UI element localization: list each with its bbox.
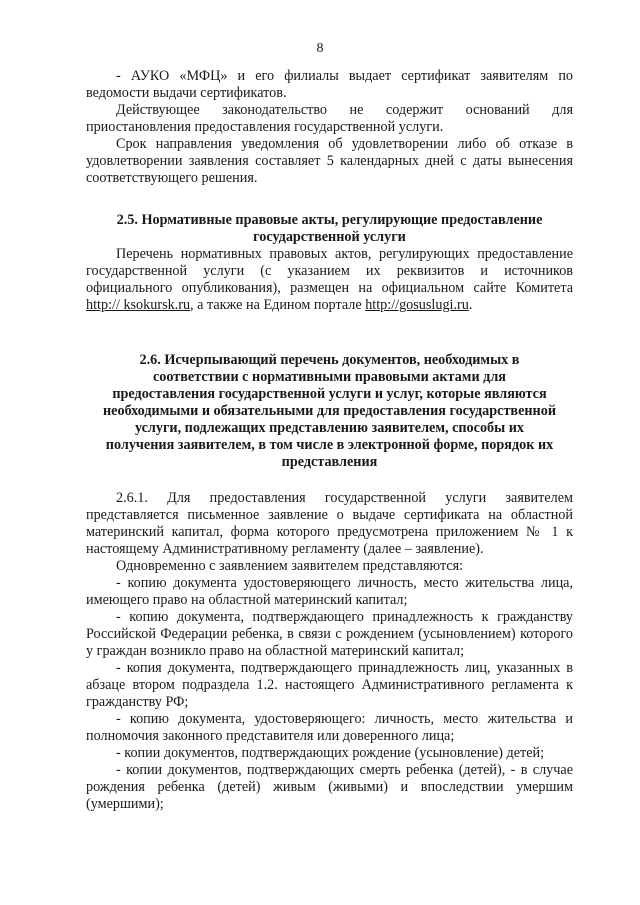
paragraph-documents-intro: Одновременно с заявлением заявителем представляются:: [116, 558, 464, 574]
list-item: - копии документов, подтверждающих смерть ребенка (детей), - в случае рождения ребенка (детей) живым (живыми) и впоследствии умершим (умершими);: [86, 762, 573, 812]
section-2-6: [86, 352, 573, 813]
list-item: - копию документа, подтверждающего принадлежность к гражданству Российской Федерации ребенка, в связи с рождением (усыновлением) которого у граждан возникло право на областной материнский капитал;: [86, 609, 573, 659]
section-2-6-heading: 2.6. Исчерпывающий перечень документов, необходимых в соответствии с нормативными правовыми актами для предоставления государственной услуги и услуг, которые являются необходимыми и обязательными для предоставления государственной услуги, подлежащих представлению заявителем, способы их получения заявителем, в том числе в электронной форме, порядок их представления: [103, 352, 556, 470]
section-2-5-paragraph: [86, 246, 573, 314]
page-number: 8: [316, 41, 324, 56]
section-2-5: [86, 212, 573, 314]
list-item: - копию документа удостоверяющего личность, место жительства лица, имеющего право на областной материнский капитал;: [86, 575, 573, 608]
section-2-5-text: Перечень нормативных правовых актов, регулирующих предоставление государственной услуги (с указанием их реквизитов и источников официального опубликования), размещен на официальном сайте Комитета: [86, 246, 573, 296]
paragraph-legislation: Действующее законодательство не содержит оснований для приостановления предоставления государственной услуги.: [86, 102, 573, 135]
intro-block: [86, 68, 573, 187]
paragraph-auko: - АУКО «МФЦ» и его филиалы выдает сертификат заявителям по ведомости выдачи сертификатов.: [86, 68, 573, 101]
committee-site-link[interactable]: http:// ksokursk.ru: [86, 297, 191, 313]
section-2-5-heading: 2.5. Нормативные правовые акты, регулирующие предоставление государственной услуги: [116, 212, 543, 245]
section-2-5-text-end: .: [468, 297, 473, 313]
list-item: - копии документов, подтверждающих рождение (усыновление) детей;: [116, 745, 545, 761]
list-item: - копию документа, удостоверяющего: личность, место жительства и полномочия законного представителя или доверенного лица;: [86, 711, 573, 744]
paragraph-notification-term: Срок направления уведомления об удовлетворении либо об отказе в удовлетворении заявления составляет 5 календарных дней с даты вынесения соответствующего решения.: [86, 136, 573, 186]
paragraph-2-6-1: 2.6.1. Для предоставления государственной услуги заявителем представляется письменное заявление о выдаче сертификата на областной материнский капитал, форма которого предусмотрена приложением № 1 к настоящему Административному регламенту (далее – заявление).: [86, 490, 573, 557]
list-item: - копия документа, подтверждающего принадлежность лиц, указанных в абзаце втором подраздела 1.2. настоящего Административного регламента к гражданству РФ;: [86, 660, 573, 710]
gosuslugi-link[interactable]: http://gosuslugi.ru: [365, 297, 469, 313]
section-2-5-text-between: , а также на Едином портале: [190, 297, 366, 313]
